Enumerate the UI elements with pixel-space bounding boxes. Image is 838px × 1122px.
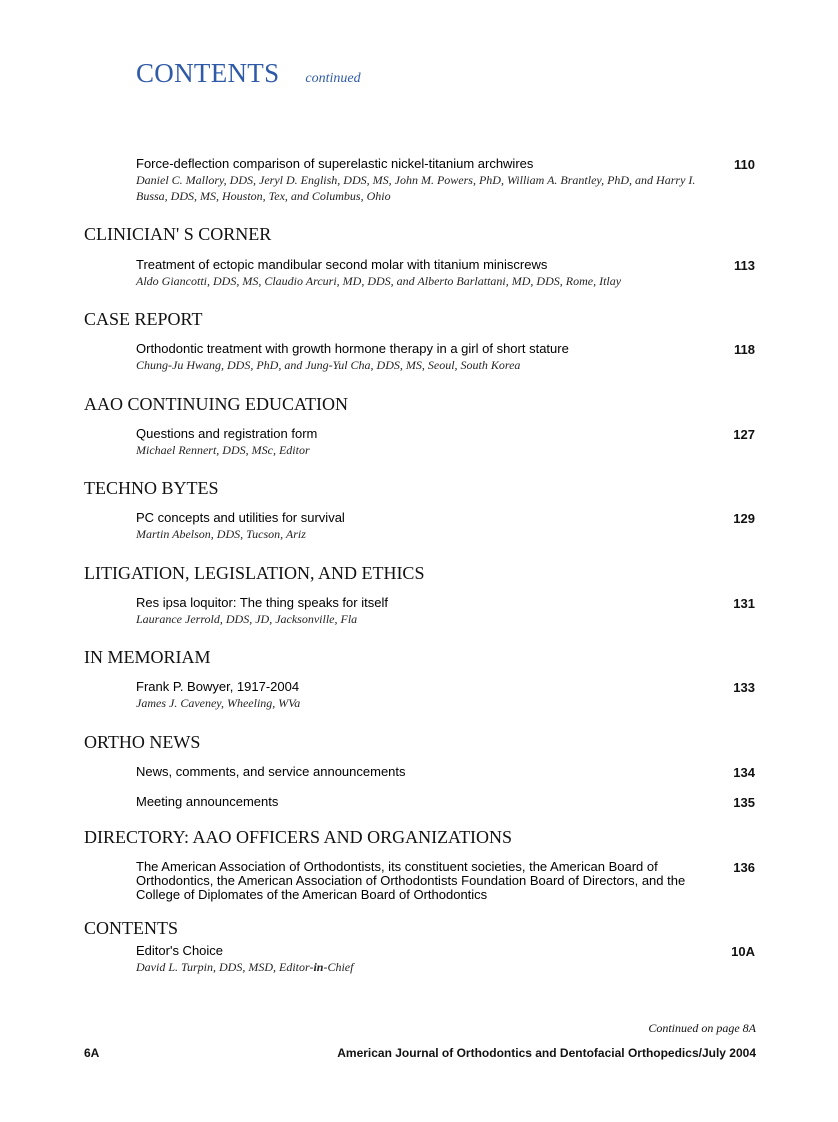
page-number: 110 (734, 157, 755, 172)
page-number: 135 (733, 795, 755, 810)
article-title[interactable]: Frank P. Bowyer, 1917-2004 (136, 679, 300, 694)
section-heading: DIRECTORY: AAO OFFICERS AND ORGANIZATIONS (84, 827, 513, 847)
article-title[interactable]: PC concepts and utilities for survival (136, 510, 345, 525)
section-heading: LITIGATION, LEGISLATION, AND ETHICS (84, 563, 425, 583)
article-title[interactable]: The American Association of Orthodontists, its constituent societies, the American Board of Orthodontics, the American Association of Orthodontists Foundation Board of Directors, and the College of Diplomates of the American Board of Orthodontics (136, 859, 686, 902)
page-number: 133 (733, 680, 755, 695)
page-number: 136 (733, 860, 755, 875)
article-title[interactable]: News, comments, and service announcements (136, 764, 406, 779)
toc-entry[interactable] (136, 258, 756, 289)
section-heading: ORTHO NEWS (84, 732, 201, 752)
article-title[interactable]: Editor's Choice (136, 943, 224, 958)
continued-note: Continued on page 8A (648, 1021, 756, 1035)
footer-page-number: 6A (84, 1046, 100, 1060)
authors-text: -Chief (323, 960, 354, 974)
toc-entry[interactable] (136, 157, 756, 204)
contents-heading: CONTENTS (136, 58, 280, 88)
article-authors: Martin Abelson, DDS, Tucson, Ariz (136, 527, 306, 541)
section-heading: CONTENTS (84, 918, 178, 938)
toc-entry[interactable] (136, 680, 756, 711)
authors-text: David L. Turpin, DDS, MSD, Editor- (136, 960, 314, 974)
article-authors (136, 959, 696, 975)
page-number: 113 (734, 258, 755, 273)
section-heading: AAO CONTINUING EDUCATION (84, 394, 348, 414)
article-title[interactable]: Questions and registration form (136, 426, 318, 441)
section-heading: CASE REPORT (84, 309, 203, 329)
section-heading: IN MEMORIAM (84, 647, 211, 667)
page-number: 10A (731, 944, 755, 959)
article-authors: Aldo Giancotti, DDS, MS, Claudio Arcuri, MD, DDS, and Alberto Barlattani, MD, DDS, Rome, Itlay (136, 274, 622, 288)
section-heading: TECHNO BYTES (84, 478, 219, 498)
article-authors: Chung-Ju Hwang, DDS, PhD, and Jung-Yul Cha, DDS, MS, Seoul, South Korea (136, 358, 521, 372)
article-title[interactable]: Res ipsa loquitor: The thing speaks for itself (136, 595, 388, 610)
page-number: 131 (733, 596, 755, 611)
section-heading: CLINICIAN' S CORNER (84, 224, 272, 244)
toc-entry[interactable] (136, 511, 756, 542)
toc-entry[interactable] (136, 795, 756, 809)
toc-entry[interactable] (136, 765, 756, 779)
article-authors: Daniel C. Mallory, DDS, Jeryl D. English, DDS, MS, John M. Powers, PhD, William A. Brantley, PhD, and Harry I. Bussa, DDS, MS, Houston, Tex, and Columbus, Ohio (136, 173, 696, 203)
page-number: 127 (733, 427, 755, 442)
article-title[interactable]: Force-deflection comparison of superelastic nickel-titanium archwires (136, 156, 534, 171)
page-number: 134 (733, 765, 755, 780)
article-authors: James J. Caveney, Wheeling, WVa (136, 696, 301, 710)
page-title (136, 58, 361, 89)
footer-journal: American Journal of Orthodontics and Dentofacial Orthopedics/July 2004 (337, 1046, 756, 1060)
continued-label: continued (305, 71, 361, 86)
article-authors: Laurance Jerrold, DDS, JD, Jacksonville, Fla (136, 612, 358, 626)
page-number: 129 (733, 511, 755, 526)
article-title[interactable]: Treatment of ectopic mandibular second molar with titanium miniscrews (136, 257, 548, 272)
article-title[interactable]: Meeting announcements (136, 794, 279, 809)
toc-entry[interactable] (136, 944, 756, 975)
article-title[interactable]: Orthodontic treatment with growth hormone therapy in a girl of short stature (136, 341, 569, 356)
toc-entry[interactable] (136, 342, 756, 373)
authors-bold-text: in (313, 960, 324, 974)
article-authors: Michael Rennert, DDS, MSc, Editor (136, 443, 310, 457)
toc-entry[interactable] (136, 427, 756, 458)
toc-entry[interactable] (136, 596, 756, 627)
page-number: 118 (734, 342, 755, 357)
toc-entry[interactable] (136, 860, 756, 902)
